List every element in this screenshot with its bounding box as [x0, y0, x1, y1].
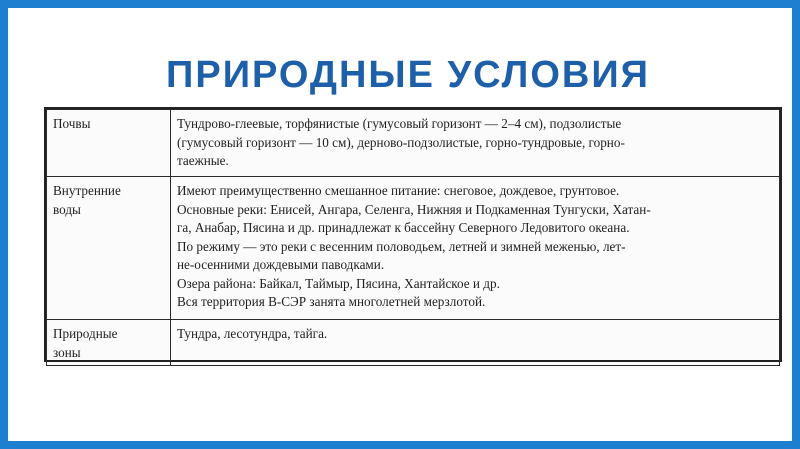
- content-line: Озера района: Байкал, Таймыр, Пясина, Хантайское и др.: [177, 275, 500, 291]
- table-row-natural-zones: [47, 320, 780, 366]
- table-row-inland-waters: [47, 177, 780, 320]
- content-line: По режиму — это реки с весенним половодьем, летней и зимней меженью, лет-: [177, 238, 626, 254]
- row-header-line: Природные: [53, 326, 118, 341]
- content-line: га, Анабар, Пясина и др. принадлежат к бассейну Северного Ледовитого океана.: [177, 220, 630, 235]
- content-line: (гумусовый горизонт — 10 см), дерново-подзолистые, горно-тундровые, горно-: [177, 134, 625, 150]
- content-line: таежные.: [177, 153, 229, 168]
- natural-conditions-table: [44, 107, 782, 362]
- row-header-inland-waters: [47, 177, 171, 320]
- row-header-line: зоны: [53, 344, 81, 360]
- content-line: Тундрово-глеевые, торфянистые (гумусовый горизонт — 2–4 см), подзолистые: [177, 116, 622, 131]
- content-line: Тундра, лесотундра, тайга.: [177, 326, 328, 341]
- row-header-line: Почвы: [53, 116, 91, 131]
- row-header-line: Внутренние: [53, 183, 121, 198]
- table-row-soils: [47, 110, 780, 177]
- row-content-soils: [171, 110, 780, 177]
- row-header-line: воды: [53, 201, 81, 217]
- content-line: не-осенними дождевыми паводками.: [177, 257, 385, 272]
- row-header-soils: [47, 110, 171, 177]
- row-header-natural-zones: [47, 320, 171, 366]
- content-line: Основные реки: Енисей, Ангара, Селенга, Нижняя и Подкаменная Тунгуски, Хатан-: [177, 201, 651, 217]
- content-line: Имеют преимущественно смешанное питание: снеговое, дождевое, грунтовое.: [177, 183, 620, 198]
- slide-title: ПРИРОДНЫЕ УСЛОВИЯ: [166, 54, 650, 96]
- row-content-inland-waters: [171, 177, 780, 320]
- content-line: Вся территория В-СЭР занята многолетней мерзлотой.: [177, 294, 486, 309]
- row-content-natural-zones: [171, 320, 780, 366]
- conditions-table: [46, 109, 780, 366]
